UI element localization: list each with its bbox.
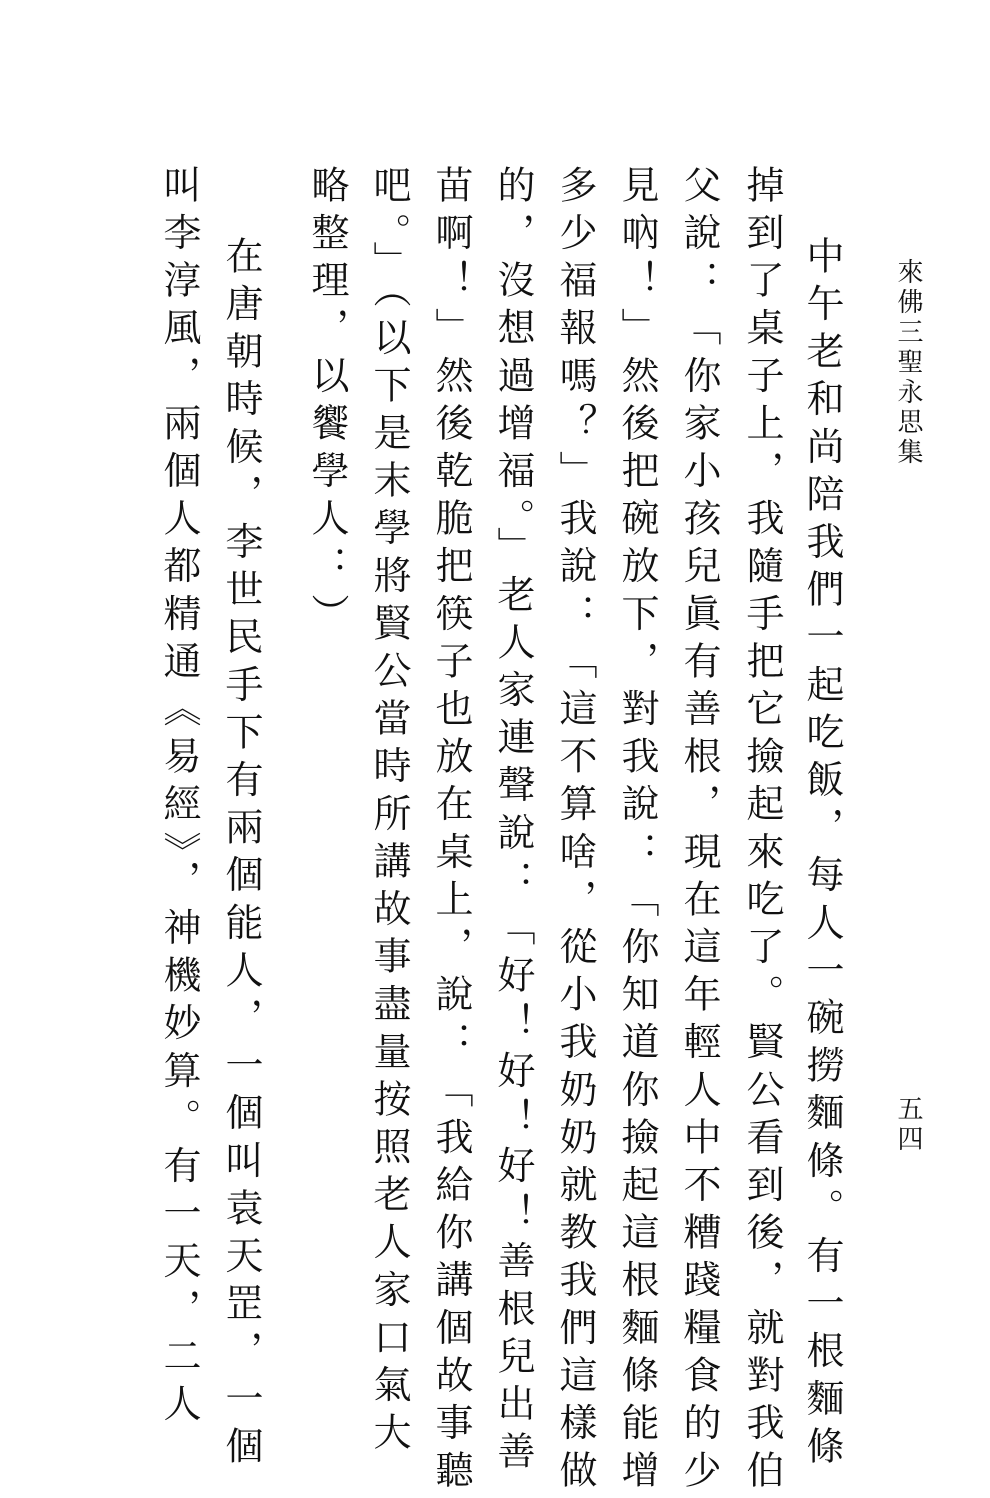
text-line-3: 父說：「你家小孩兒眞有善根，現在這年輕人中不糟踐糧食的少 [677, 165, 721, 1498]
text-line-10: 在唐朝時候，李世民手下有兩個能人，一個叫袁天罡，一個 [219, 236, 263, 1474]
text-line-9: 略整理，以饗學人：） [305, 165, 349, 641]
running-header-title: 來佛三聖永思集 [893, 258, 923, 468]
text-line-1: 中午老和尚陪我們一起吃飯，每人一碗撈麵條。有一根麵條 [800, 236, 844, 1474]
text-line-5: 多少福報嗎？」我說：「這不算啥，從小我奶奶就教我們這樣做 [553, 165, 597, 1498]
text-line-2: 掉到了桌子上，我隨手把它撿起來吃了。賢公看到後，就對我伯 [740, 165, 784, 1498]
text-line-11: 叫李淳風，兩個人都精通《易經》，神機妙算。有一天，二人 [157, 165, 201, 1432]
text-line-7: 苗啊！」然後乾脆把筷子也放在桌上，說：「我給你講個故事聽 [429, 165, 473, 1498]
text-line-4: 見吶！」然後把碗放下，對我說：「你知道你撿起這根麵條能增 [615, 165, 659, 1498]
page-number: 五四 [893, 1095, 923, 1155]
text-line-8: 吧。」（以下是末學將賢公當時所講故事盡量按照老人家口氣大 [367, 165, 411, 1460]
text-line-6: 的，沒想過增福。」老人家連聲說：「好！好！好！善根兒出善 [491, 165, 535, 1479]
